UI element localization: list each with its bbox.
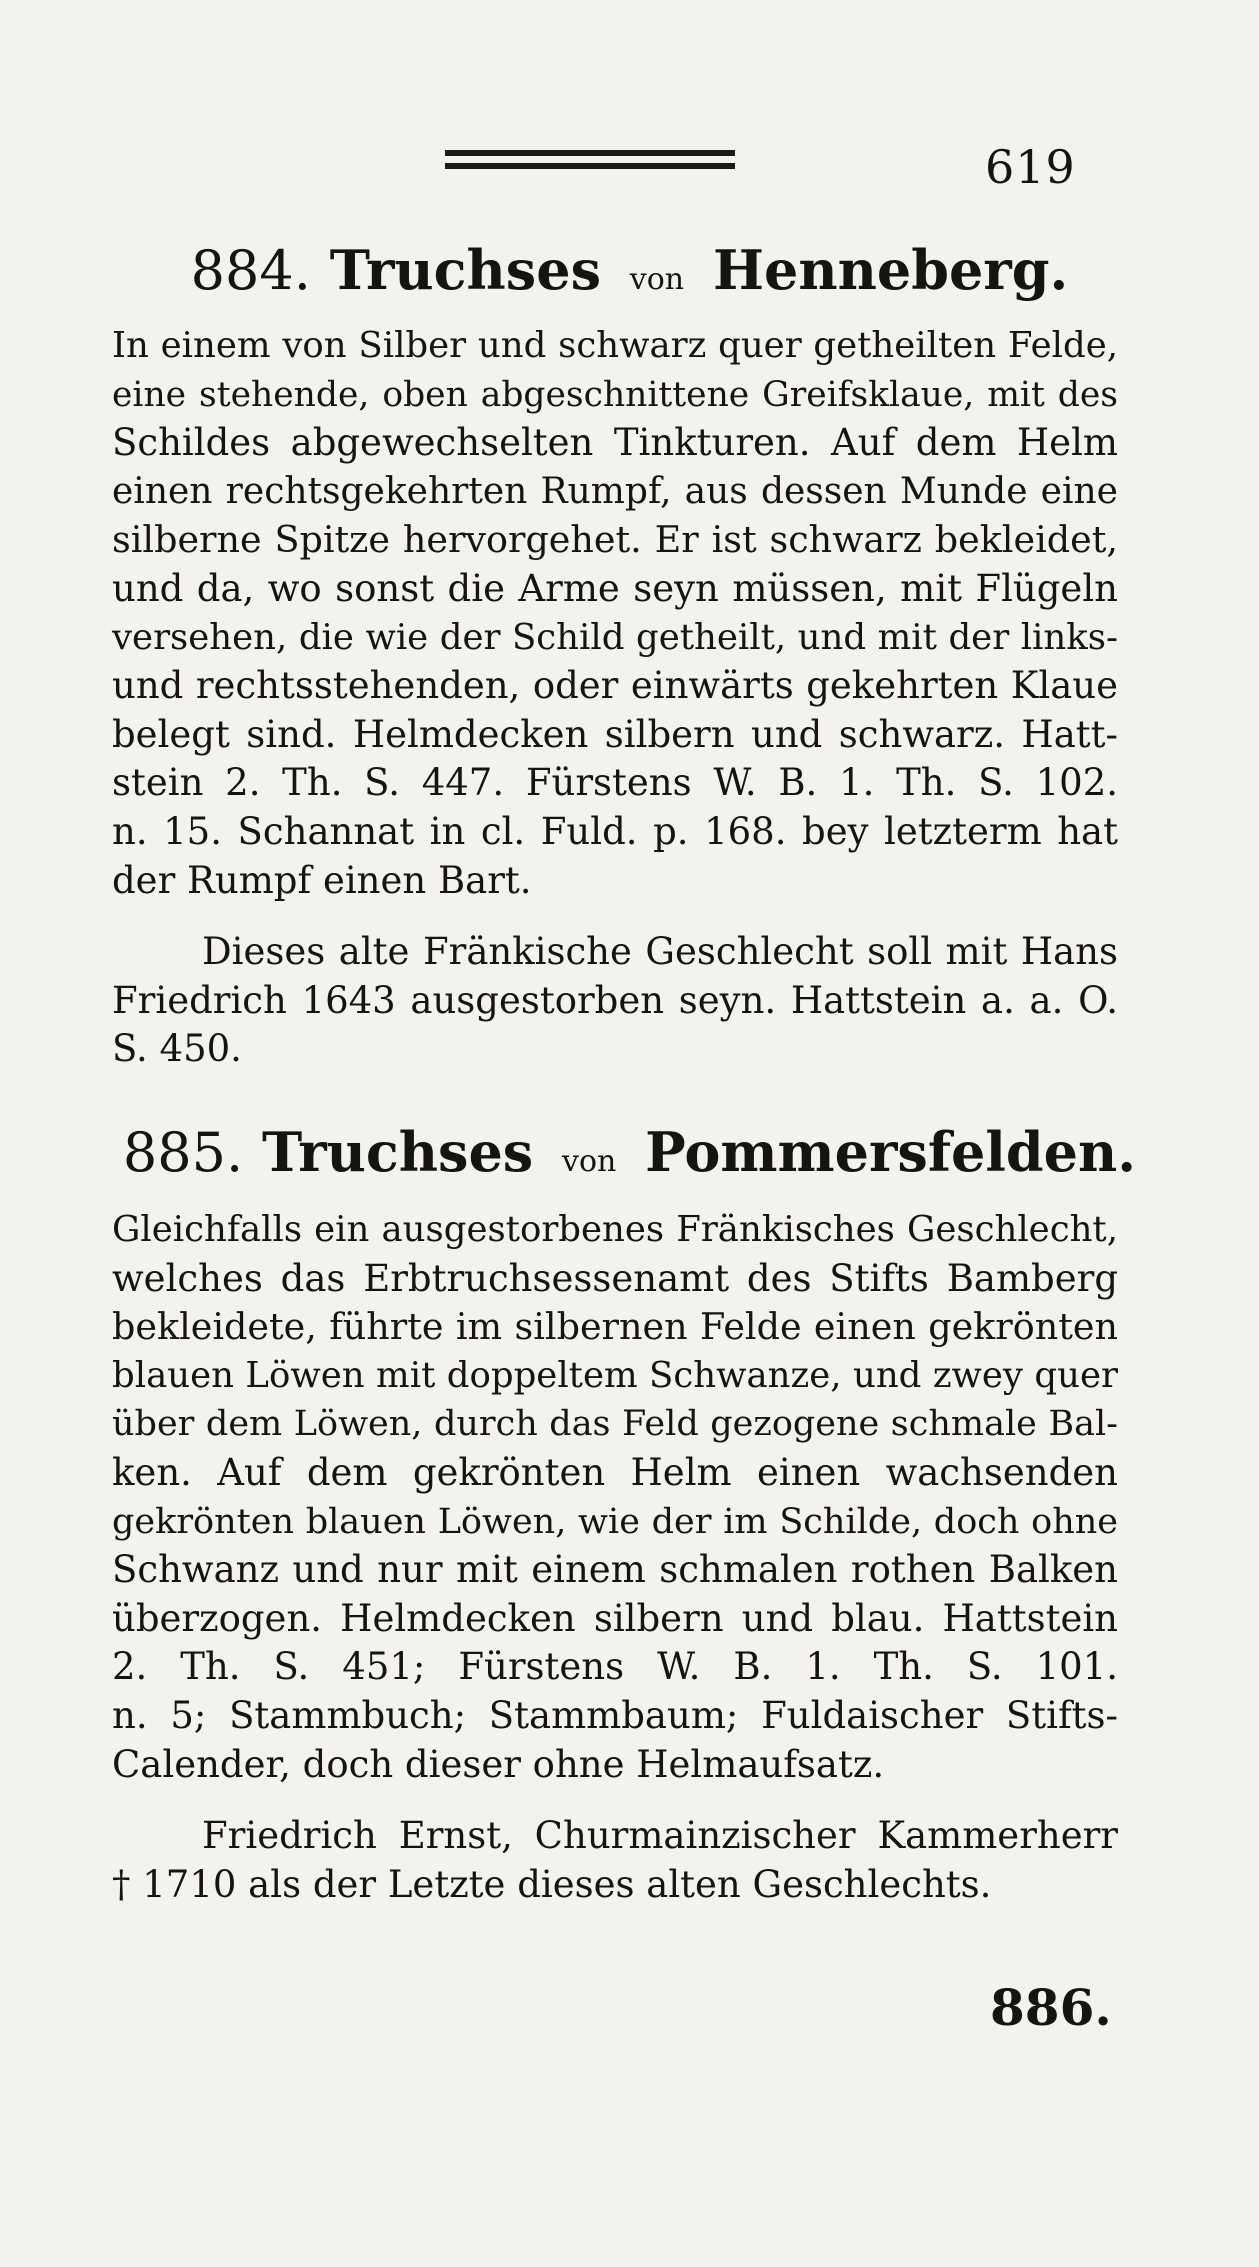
text-line: und rechtsstehenden, oder einwärts gekehrten Klaue xyxy=(112,664,1118,708)
text-line: gekrönten blauen Löwen, wie der im Schilde, doch ohne xyxy=(112,1501,1118,1542)
text-line: Friedrich 1643 ausgestorben seyn. Hattstein a. a. O. xyxy=(112,978,1118,1022)
text-line: stein 2. Th. S. 447. Fürstens W. B. 1. Th. S. 102. xyxy=(112,761,1118,805)
section-title-part: Pommersfelden. xyxy=(645,1120,1137,1184)
section-heading-885 xyxy=(0,1120,1259,1184)
paragraph-884-history xyxy=(112,928,1118,1074)
text-line: S. 450. xyxy=(112,1027,242,1071)
text-line: silberne Spitze hervorgehet. Er ist schwarz bekleidet, xyxy=(112,518,1118,562)
text-line: Gleichfalls ein ausgestorbenes Fränkisches Geschlecht, xyxy=(112,1209,1118,1250)
section-title-von: von xyxy=(562,1144,617,1179)
text-line: Calender, doch dieser ohne Helmaufsatz. xyxy=(112,1742,885,1786)
text-line: 2. Th. S. 451; Fürstens W. B. 1. Th. S. 101. xyxy=(112,1645,1118,1689)
section-title-part: Truchses xyxy=(329,238,601,302)
section-number: 885. xyxy=(122,1121,244,1184)
paragraph-884-description xyxy=(112,322,1118,905)
section-heading-884 xyxy=(0,238,1259,302)
text-line: versehen, die wie der Schild getheilt, und mit der links- xyxy=(112,616,1118,658)
text-line: belegt sind. Helmdecken silbern und schwarz. Hatt- xyxy=(112,712,1118,756)
catchword: 886. xyxy=(990,1978,1112,2037)
section-number: 884. xyxy=(190,239,311,302)
text-line: ken. Auf dem gekrönten Helm einen wachsenden xyxy=(112,1450,1118,1494)
section-title-von: von xyxy=(629,262,685,297)
text-line: und da, wo sonst die Arme seyn müssen, mit Flügeln xyxy=(112,566,1118,610)
page-number: 619 xyxy=(985,140,1076,194)
section-title-part: Truchses xyxy=(261,1120,534,1184)
text-line: über dem Löwen, durch das Feld gezogene schmale Bal- xyxy=(112,1404,1118,1445)
text-line: Dieses alte Fränkische Geschlecht soll mit Hans xyxy=(202,930,1118,973)
text-line: Schwanz und nur mit einem schmalen rothen Balken xyxy=(112,1548,1118,1592)
header-double-rule-top xyxy=(445,150,735,156)
paragraph-885-history xyxy=(112,1812,1118,1909)
text-line: † 1710 als der Letzte dieses alten Geschlechts. xyxy=(112,1862,992,1906)
header-double-rule-bottom xyxy=(445,163,735,169)
text-line: überzogen. Helmdecken silbern und blau. Hattstein xyxy=(112,1596,1118,1640)
section-title-part: Henneberg. xyxy=(712,238,1069,302)
text-line: eine stehende, oben abgeschnittene Greifsklaue, mit des xyxy=(112,374,1118,415)
text-line: einen rechtsgekehrten Rumpf, aus dessen Munde eine xyxy=(112,470,1118,512)
text-line: der Rumpf einen Bart. xyxy=(112,858,532,902)
text-line: bekleidete, führte im silbernen Felde einen gekrönten xyxy=(112,1305,1118,1349)
text-line: welches das Erbtruchsessenamt des Stifts Bamberg xyxy=(112,1256,1118,1300)
text-line: Friedrich Ernst, Churmainzischer Kammerherr xyxy=(202,1814,1118,1857)
text-line: blauen Löwen mit doppeltem Schwanze, und zwey quer xyxy=(112,1354,1118,1396)
text-line: n. 5; Stammbuch; Stammbaum; Fuldaischer Stifts- xyxy=(112,1693,1118,1737)
text-line: Schildes abgewechselten Tinkturen. Auf dem Helm xyxy=(112,421,1118,465)
paragraph-885-description xyxy=(112,1206,1118,1789)
text-line: n. 15. Schannat in cl. Fuld. p. 168. bey letzterm hat xyxy=(112,809,1118,853)
text-line: In einem von Silber und schwarz quer getheilten Felde, xyxy=(112,325,1118,366)
